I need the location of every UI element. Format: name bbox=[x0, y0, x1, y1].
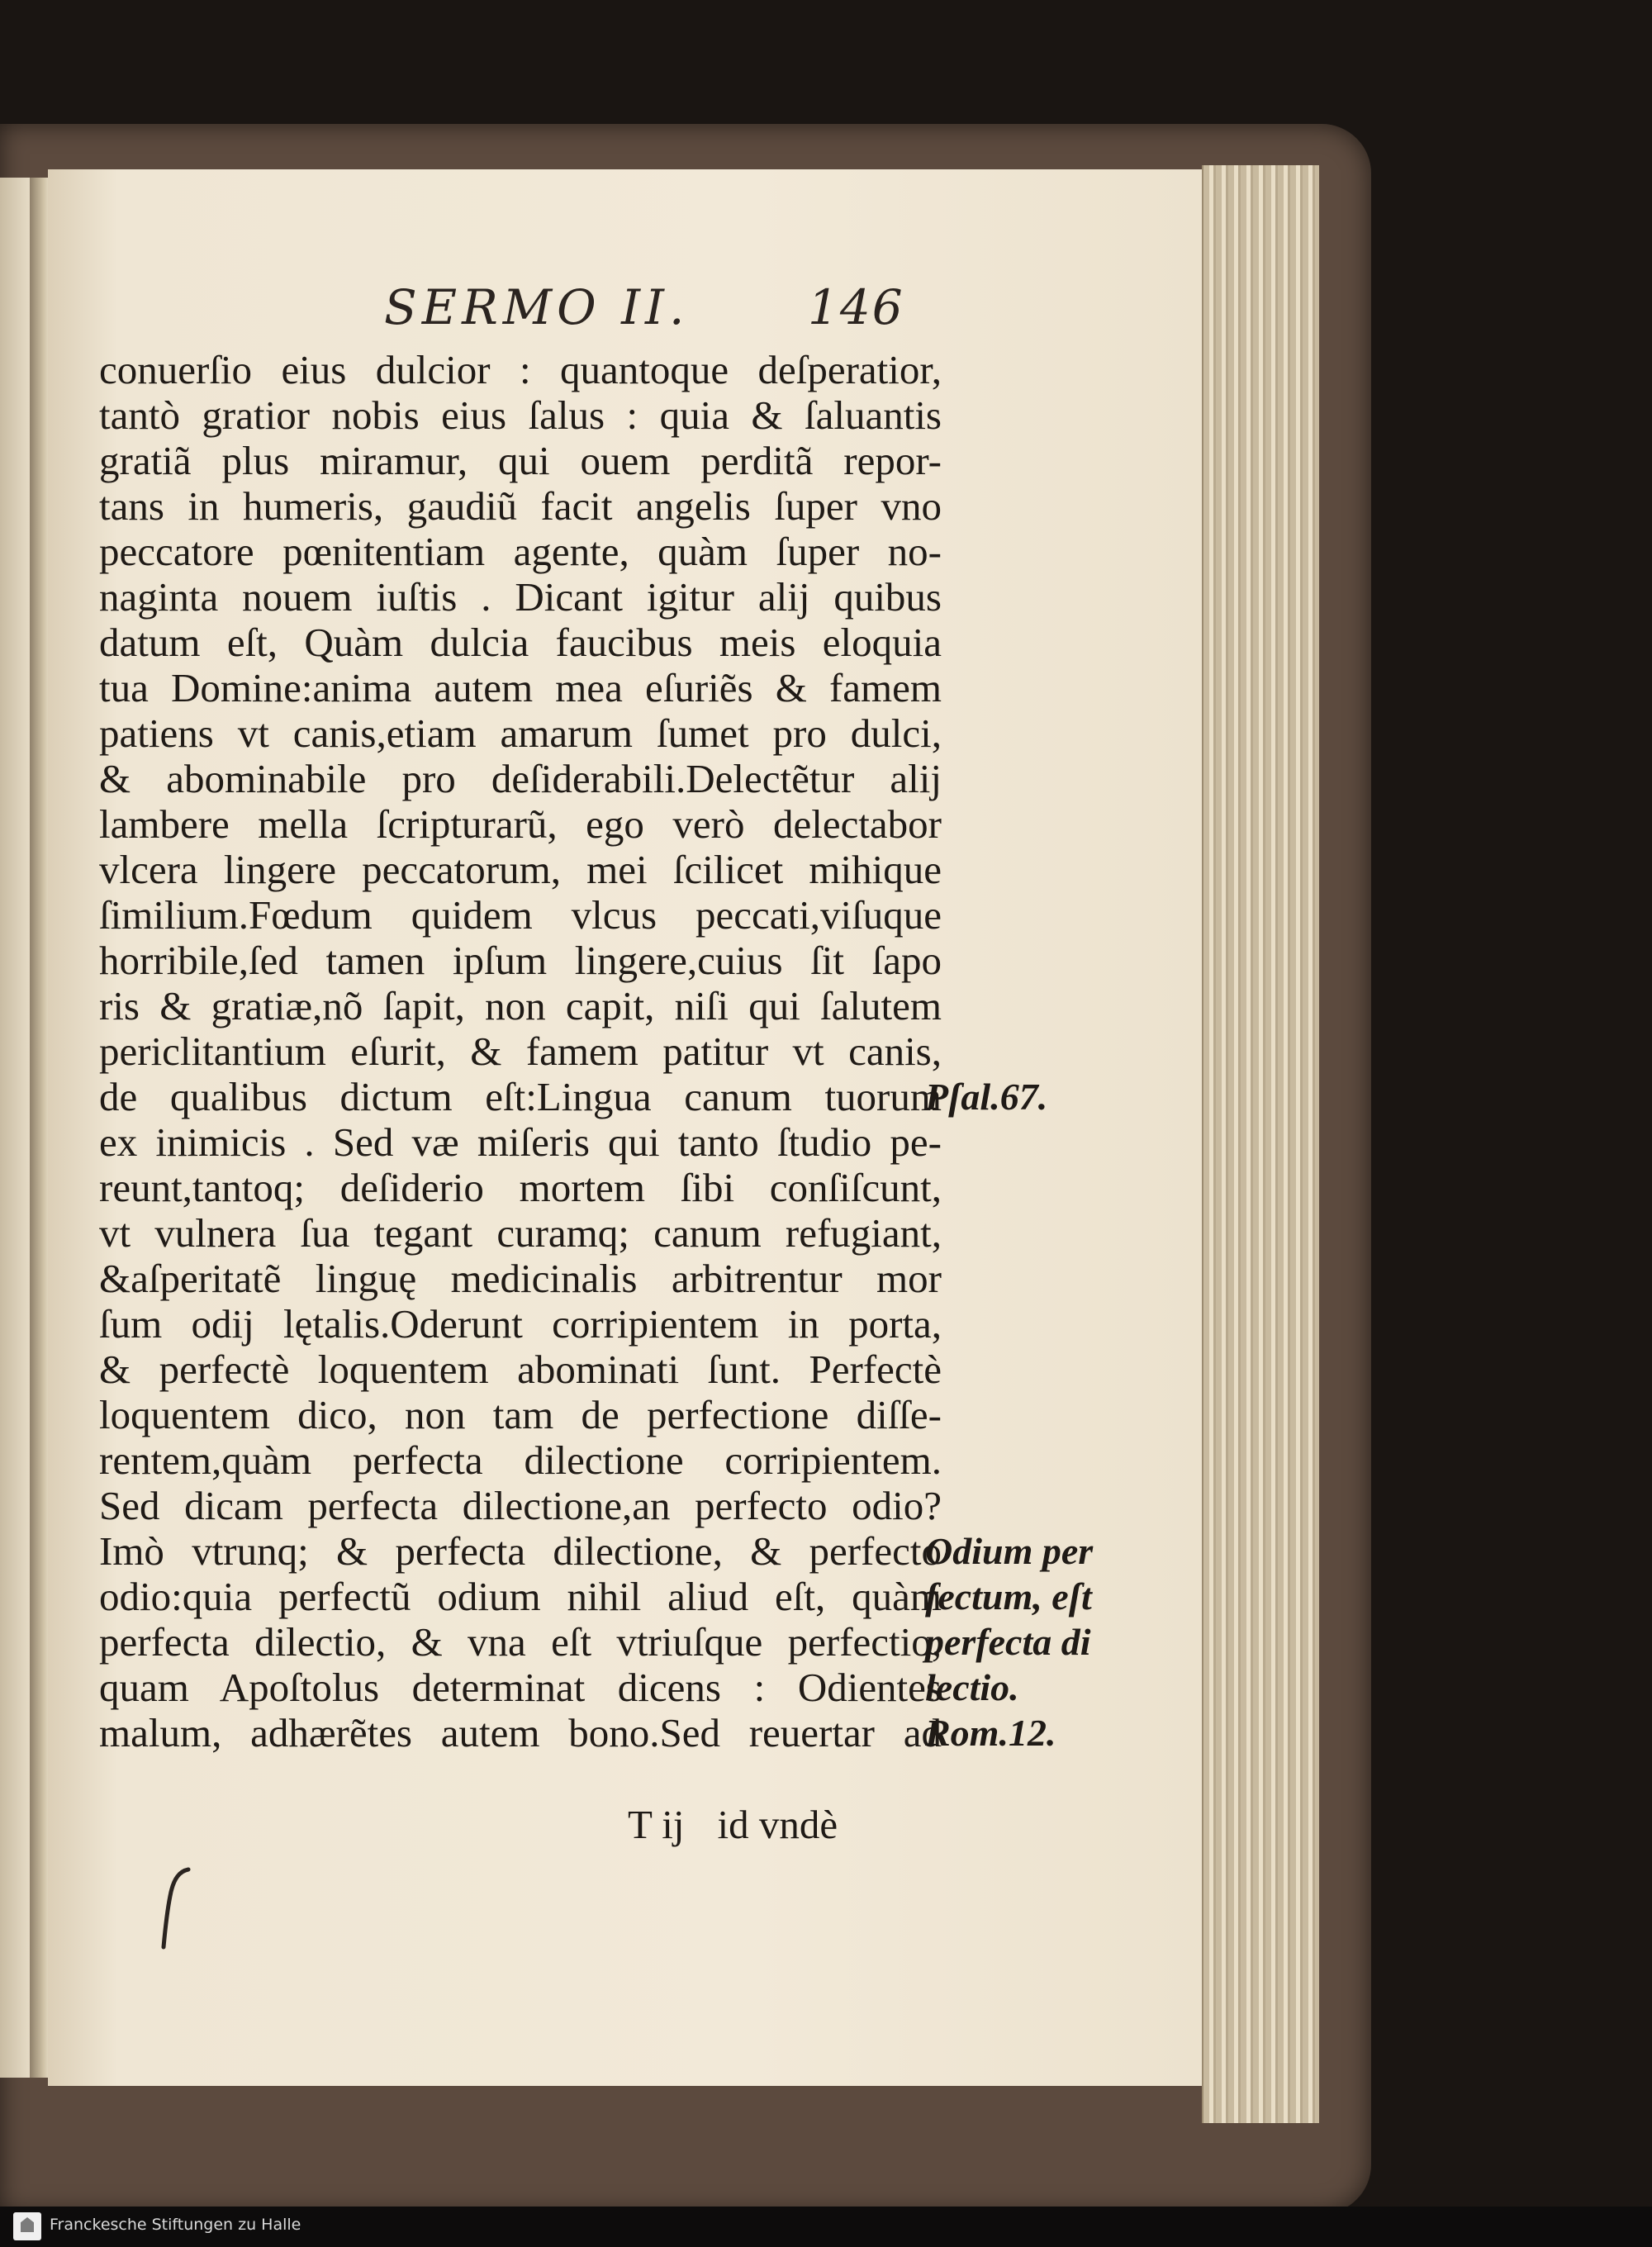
text-line: reunt,tantoq; deſiderio mortem ſibi conſiſcunt, bbox=[99, 1165, 942, 1210]
signature-line bbox=[628, 1801, 871, 1848]
text-line: Imò vtrunq; & perfecta dilectione, & perfecto bbox=[99, 1528, 942, 1574]
marginal-note: Pſal.67. bbox=[925, 1076, 1048, 1118]
text-line: vt vulnera ſua tegant curamq; canum refugiant, bbox=[99, 1210, 942, 1256]
ink-stroke-mark bbox=[155, 1863, 205, 1954]
marginal-note: Rom.12. bbox=[925, 1712, 1056, 1754]
marginal-note: fectum, eſt bbox=[925, 1575, 1092, 1618]
running-title: SERMO II. bbox=[384, 279, 690, 335]
text-line: de qualibus dictum eſt:Lingua canum tuorum bbox=[99, 1074, 942, 1119]
main-text-block bbox=[99, 347, 942, 1755]
institution-logo-icon bbox=[13, 2212, 41, 2240]
running-header bbox=[0, 273, 1652, 355]
signature-mark: T ij bbox=[628, 1802, 685, 1847]
text-line: ſimilium.Fœdum quidem vlcus peccati,viſuque bbox=[99, 892, 942, 938]
text-line: periclitantium eſurit, & famem patitur vt canis, bbox=[99, 1028, 942, 1074]
text-line: conuerſio eius dulcior : quantoque deſperatior, bbox=[99, 347, 942, 392]
marginal-note: perfecta di bbox=[925, 1621, 1091, 1663]
text-line: patiens vt canis,etiam amarum ſumet pro dulci, bbox=[99, 710, 942, 756]
page-number: 146 bbox=[808, 279, 904, 335]
text-line: tantò gratior nobis eius ſalus : quia & ſaluantis bbox=[99, 392, 942, 438]
text-line: ex inimicis . Sed væ miſeris qui tanto ſtudio pe- bbox=[99, 1119, 942, 1165]
text-line: & perfectè loquentem abominati ſunt. Perfectè bbox=[99, 1347, 942, 1392]
book-gutter bbox=[30, 178, 50, 2078]
text-line: ris & gratiæ,nõ ſapit, non capit, niſi qui ſalutem bbox=[99, 983, 942, 1028]
page-fore-edge bbox=[1202, 165, 1319, 2123]
left-page-edge bbox=[0, 178, 33, 2078]
text-line: tua Domine:anima autem mea eſuriẽs & famem bbox=[99, 665, 942, 710]
catchword: id vndè bbox=[717, 1802, 838, 1847]
text-line: & abominabile pro deſiderabili.Delectẽtur alij bbox=[99, 756, 942, 801]
text-line: datum eſt, Quàm dulcia faucibus meis eloquia bbox=[99, 620, 942, 665]
text-line: vlcera lingere peccatorum, mei ſcilicet mihique bbox=[99, 847, 942, 892]
text-line: perfecta dilectio, & vna eſt vtriuſque perfectio, bbox=[99, 1619, 942, 1665]
text-line: horribile,ſed tamen ipſum lingere,cuius ſit ſapo bbox=[99, 938, 942, 983]
text-line: rentem,quàm perfecta dilectione corripientem. bbox=[99, 1437, 942, 1483]
marginal-note: lectio. bbox=[925, 1666, 1019, 1708]
text-line: gratiã plus miramur, qui ouem perditã repor- bbox=[99, 438, 942, 483]
text-line: quam Apoſtolus determinat dicens : Odientes bbox=[99, 1665, 942, 1710]
footer-bar bbox=[0, 2207, 1652, 2247]
text-line: &aſperitatẽ linguę medicinalis arbitrentur mor bbox=[99, 1256, 942, 1301]
text-line: peccatore pœnitentiam agente, quàm ſuper no- bbox=[99, 529, 942, 574]
text-line: Sed dicam perfecta dilectione,an perfecto odio? bbox=[99, 1483, 942, 1528]
text-line: naginta nouem iuſtis . Dicant igitur alij quibus bbox=[99, 574, 942, 620]
text-line: loquentem dico, non tam de perfectione diſſe- bbox=[99, 1392, 942, 1437]
text-line: lambere mella ſcripturarũ, ego verò delectabor bbox=[99, 801, 942, 847]
footer-institution: Franckesche Stiftungen zu Halle bbox=[50, 2216, 301, 2234]
text-line: odio:quia perfectũ odium nihil aliud eſt, quàm bbox=[99, 1574, 942, 1619]
text-line: malum, adhærẽtes autem bono.Sed reuertar ad bbox=[99, 1710, 942, 1755]
text-line: ſum odij lętalis.Oderunt corripientem in porta, bbox=[99, 1301, 942, 1347]
text-line: tans in humeris, gaudiũ facit angelis ſuper vno bbox=[99, 483, 942, 529]
marginal-note: Odium per bbox=[925, 1530, 1094, 1572]
